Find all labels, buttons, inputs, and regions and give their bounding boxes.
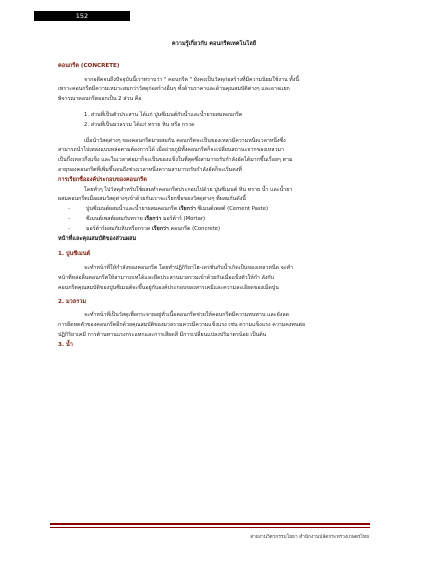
water-heading: 3. น้ำ xyxy=(58,341,73,348)
page-content xyxy=(58,40,370,351)
naming-item-rest: คอนกรีต (Concrete) xyxy=(168,225,221,232)
naming-line: ผสมคอนกรีตเมื่อผสมวัสดุต่างๆเข้าด้วยกันเราจะเรียกชื่อของวัสดุต่างๆ ที่ผสมกันดังนี้ xyxy=(58,196,246,203)
cement-heading: 1. ปูนซีเมนต์ xyxy=(58,251,91,258)
naming-item-rest: ซีเมนต์เพสต์ (Cement Paste) xyxy=(195,206,269,213)
page-title: ความรู้เกี่ยวกับ คอนกรีตเทคโนโลยี xyxy=(171,41,257,47)
parts-list xyxy=(58,111,370,131)
intro-line: เพราะคอนกรีตมีความเหมาะสมกว่าวัสดุก่อสร้างอื่นๆ ทั้งด้านราคาและด้านคุณสมบัติต่างๆ และอาจแยก xyxy=(58,86,290,93)
cement-line: คอนกรีตคุณสมบัติของปูนซีเมนต์จะขึ้นอยู่กับองค์ประกอบของสารเคมีและความละเอียดของเม็ดปูน xyxy=(58,284,279,291)
aggregate-line: จะทำหน้าที่เป็นวัสดุเพื่อกระจายอยู่ทั่วเนื้อคอนกรีตช่วยให้คอนกรีตมีความทนทาน และยังลด xyxy=(84,312,290,319)
mix-line: เมื่อนำวัสดุต่างๆ ของคอนกรีตมาผสมกัน คอนกรีตจะเป็นของเหลวมีความหนืดเวลาหนึ่งซึ่ง xyxy=(84,137,286,144)
mix-line: อายุของคอนกรีตที่เพิ่มขึ้นจนถึงช่วงเวลาหนึ่งความสามารถรับกำลังอัดก็จะเริ่มคงที่ xyxy=(58,166,242,173)
naming-item-text: มอร์ต้าร์ผสมกับหินหรือกรวด xyxy=(86,225,152,232)
bullet-icon: - xyxy=(68,206,70,213)
cement-paragraph xyxy=(58,264,370,293)
naming-list-item xyxy=(68,205,370,215)
bullet-icon: - xyxy=(68,215,70,222)
function-heading: หน้าที่และคุณสมบัติของส่วนผสม xyxy=(58,235,137,242)
naming-item-text: ปูนซีเมนต์ผสมน้ำและน้ำยาผสมคอนกรีต xyxy=(86,206,179,213)
page-footer: สายงานวิศวกรรมโยธา สำนักงานปลัดกระทรวงเกษตรไทย xyxy=(250,535,369,540)
naming-item-term: เรียกว่า xyxy=(151,225,169,232)
naming-list-item xyxy=(68,215,370,225)
intro-line: จากอดีตจนถึงปัจจุบันนี้เราทราบว่า " คอนกรีต " ยังคงเป็นวัสดุก่อสร้างที่มีความนิยมใช้งาน ทั้งนี้ xyxy=(84,76,299,83)
mix-line: สามารถนำไปเทลงแบบหล่อตามต้องการได้ เมื่อถ่ายภูมิทั้งคอนกรีตก็จะเปลี่ยนสถานะจากของเหลวมา xyxy=(58,147,284,154)
cement-line: จะทำหน้าที่ให้กำลังของคอนกรีต โดยทำปฏิกิริยาไฮ-เดรชั่นกับน้ำเกิดเป็นของเหลวหนืด จะทำ xyxy=(84,265,293,272)
parts-item: 1. ส่วนที่เป็นตัวประสาน ได้แก่ ปูนซีเมนต์กับน้ำและน้ำยาผสมคอนกรีต xyxy=(84,111,243,118)
naming-paragraph xyxy=(58,186,370,206)
aggregate-paragraph xyxy=(58,311,370,340)
aggregate-line: ปฏิกิริยาเคมี การต้านทานแรงกระแทกและการเสียดสี มีการเปลี่ยนแปลงปริมาตรน้อย เป็นต้น xyxy=(58,331,267,338)
naming-list xyxy=(58,205,370,234)
naming-item-term: เรียกว่า xyxy=(178,206,196,213)
mix-line: เป็นกึ่งเหลวกึ่งแข็ง และในเวลาต่อมาก็จะเป็นของแข็งในที่สุดซึ่งสามารถรับกำลังอัดได้มากขึ้นเรื่อยๆ ตาม xyxy=(58,157,293,164)
naming-line: โดยทั่วๆ ไปวัสดุสำหรับใช้ผสมทำคอนกรีตประกอบไปด้วย ปูนซีเมนต์ หิน ทราย น้ำ และน้ำยา xyxy=(84,186,293,193)
aggregate-line: การยืดหดตัวของคอนกรีตอีกด้วยคุณสมบัติของมวลรวมควรมีความแข็งแรง เช่น ความแข็งแรง ความคงทนต่อ xyxy=(58,322,306,329)
mix-paragraph xyxy=(58,137,370,176)
parts-item: 2. ส่วนที่เป็นมวลรวม ได้แก่ ทราย หิน หรือ กรวด xyxy=(84,121,195,128)
bullet-icon: - xyxy=(68,225,70,232)
naming-item-text: ซีเมนต์เพสต์ผสมกับทราย xyxy=(86,215,145,222)
footer-rule xyxy=(50,523,370,525)
section-heading: คอนกรีต (CONCRETE) xyxy=(58,62,120,69)
naming-item-rest: มอร์ต้าร์ (Mortar) xyxy=(161,215,206,222)
naming-heading: การเรียกชื่อองค์ประกอบของคอนกรีต xyxy=(58,176,147,183)
footer-rule-thin xyxy=(50,527,370,528)
cement-line: หน้าที่หล่อลื่นคอนกรีตให้สามารถเทได้และยึดประสานมวลรวมเข้าด้วยกันเมื่อแข็งตัวให้กำ ลังกับ xyxy=(58,274,274,281)
aggregate-heading: 2. มวลรวม xyxy=(58,298,87,305)
intro-line: พิจารณาคอนกรีตออกเป็น 2 ส่วน คือ xyxy=(58,96,142,103)
page-number: 152 xyxy=(75,12,89,20)
naming-item-term: เรียกว่า xyxy=(144,215,162,222)
page-number-tab xyxy=(34,11,130,21)
naming-list-item xyxy=(68,225,370,235)
intro-paragraph xyxy=(58,76,370,105)
